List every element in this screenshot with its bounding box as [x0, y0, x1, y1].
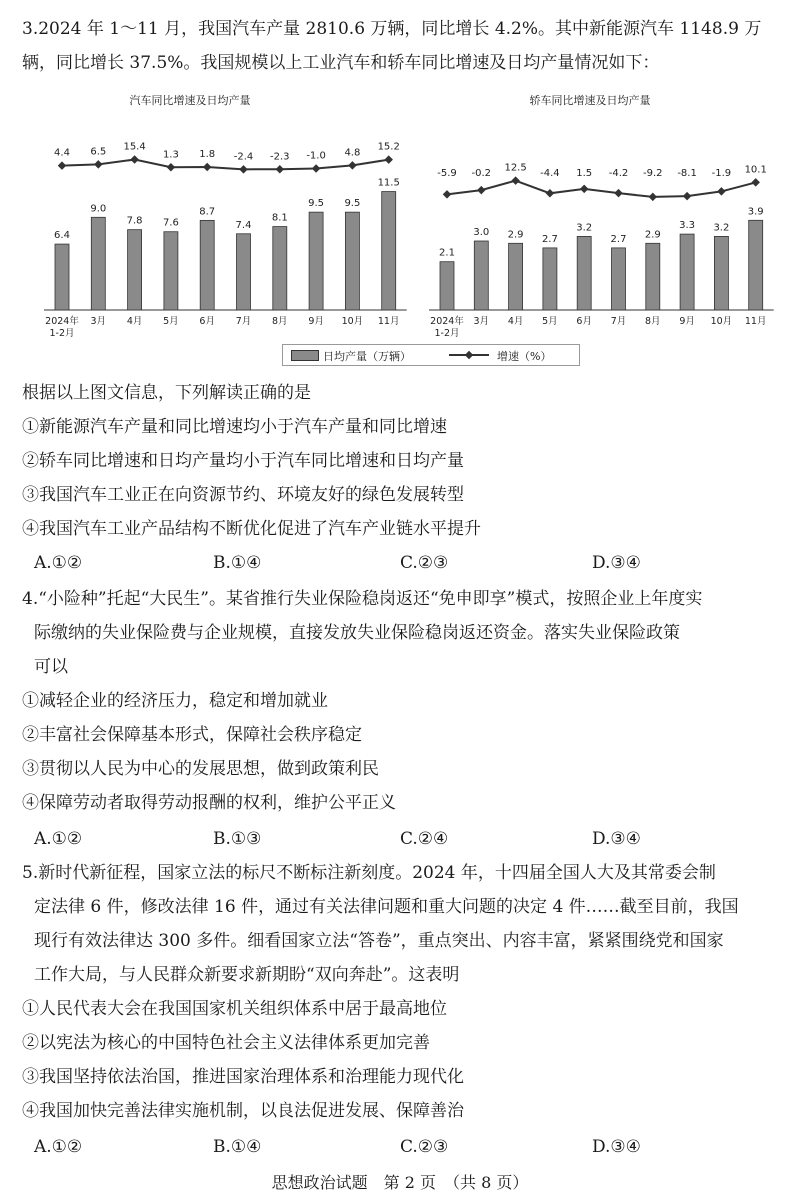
sedan-bar-label: 3.0 [473, 227, 490, 238]
car-tick-label: 11月 [377, 316, 400, 327]
car-bar-label: 9.5 [344, 198, 361, 210]
car-growth-label: 15.2 [377, 141, 400, 153]
car-growth-label: 4.4 [54, 147, 70, 159]
q3-stem-line-2: 辆，同比增长 37.5%。我国规模以上工业汽车和轿车同比增速及日均产量情况如下： [22, 53, 660, 73]
q4-statement-2: ②丰富社会保障基本形式，保障社会秩序稳定 [22, 725, 362, 745]
q5-statement-3: ③我国坚持依法治国，推进国家治理体系和治理能力现代化 [22, 1067, 464, 1087]
car-bar [237, 234, 251, 310]
sedan-bar-label: 3.3 [679, 220, 696, 232]
sedan-bar-label: 2.7 [610, 233, 627, 245]
sedan-tick-label: 1-2月 [434, 328, 460, 339]
sedan-bar [440, 262, 454, 310]
car-tick-label: 10月 [341, 316, 364, 327]
sedan-growth-label: -8.1 [677, 168, 697, 179]
car-tick-label: 3月 [90, 316, 107, 327]
sedan-growth-point [580, 185, 588, 193]
sedan-bar-label: 2.9 [507, 229, 524, 241]
car-growth-point [384, 155, 392, 163]
sedan-growth-label: -4.4 [540, 168, 560, 179]
sedan-growth-point [717, 187, 725, 195]
car-bar [345, 212, 359, 310]
car-growth-label: -2.4 [233, 151, 254, 163]
car-growth-label: -1.0 [306, 150, 326, 162]
car-bar-label: 7.8 [126, 215, 143, 227]
sedan-growth-label: 10.1 [744, 164, 767, 176]
car-tick-label: 6月 [199, 316, 215, 327]
q5-option-a[interactable]: A.①② [34, 1137, 83, 1157]
sedan-growth-point [649, 193, 657, 201]
sedan-bar [612, 248, 626, 310]
q5-statement-2: ②以宪法为核心的中国特色社会主义法律体系更加完善 [22, 1033, 430, 1053]
legend-bar-swatch [291, 350, 319, 361]
car-growth-point [312, 164, 320, 172]
sedan-tick-label: 7月 [610, 316, 627, 327]
sedan-bar [646, 243, 660, 310]
sedan-bar-label: 3.9 [747, 206, 764, 218]
sedan-bar [577, 236, 591, 310]
car-tick-label: 5月 [163, 316, 179, 327]
q4-option-b[interactable]: B.①③ [213, 829, 262, 849]
car-bar-label: 9.5 [308, 198, 325, 210]
car-bar-label: 11.5 [377, 177, 400, 189]
sedan-growth-label: -0.2 [471, 168, 492, 179]
q5-statement-4: ④我国加快完善法律实施机制，以良法促进发展、保障善治 [22, 1101, 464, 1121]
car-bar [55, 244, 69, 310]
q4-statement-1: ①减轻企业的经济压力，稳定和增加就业 [22, 691, 328, 711]
q4-statement-4: ④保障劳动者取得劳动报酬的权利，维护公平正义 [22, 793, 396, 813]
sedan-chart [410, 110, 800, 350]
q4-stem-line-1: 4.“小险种”托起“大民生”。某省推行失业保险稳岗返还“免申即享”模式，按照企业上年度实 [22, 589, 703, 609]
car-bar [164, 232, 178, 310]
sedan-tick-label: 10月 [710, 316, 733, 327]
car-tick-label: 4月 [126, 316, 143, 327]
sedan-tick-label: 5月 [542, 316, 558, 327]
car-growth-point [167, 163, 175, 171]
sedan-growth-point [614, 189, 622, 197]
sedan-bar [749, 220, 763, 310]
q5-stem-line-4: 工作大局，与人民群众新要求新期盼“双向奔赴”。这表明 [34, 965, 460, 985]
sedan-tick-label: 11月 [744, 316, 767, 327]
sedan-tick-label: 4月 [507, 316, 524, 327]
car-growth-point [203, 163, 211, 171]
car-growth-label: 15.4 [123, 141, 146, 153]
sedan-bar-label: 2.1 [439, 247, 455, 259]
sedan-bar-label: 2.9 [644, 229, 661, 241]
sedan-bar [474, 241, 488, 310]
car-bar-label: 9.0 [90, 203, 107, 215]
q5-stem-line-3: 现行有效法律达 300 多件。细看国家立法“答卷”，重点突出、内容丰富，紧紧围绕党和国家 [34, 931, 724, 951]
car-growth-line [62, 160, 389, 170]
q4-stem-line-2: 际缴纳的失业保险费与企业规模，直接发放失业保险稳岗返还资金。落实失业保险政策 [34, 623, 680, 643]
car-chart [20, 110, 410, 350]
car-bar-label: 8.7 [199, 206, 216, 218]
car-growth-label: 4.8 [344, 147, 361, 159]
sedan-bar [680, 234, 694, 310]
car-growth-point [276, 165, 284, 173]
q3-prompt: 根据以上图文信息，下列解读正确的是 [22, 383, 311, 403]
car-growth-label: 1.3 [162, 149, 179, 161]
q5-option-d[interactable]: D.③④ [592, 1137, 641, 1157]
sedan-tick-label: 8月 [645, 316, 661, 327]
chart-legend [282, 344, 580, 366]
q4-option-d[interactable]: D.③④ [592, 829, 641, 849]
car-growth-label: 1.8 [199, 149, 216, 161]
sedan-growth-line [447, 181, 756, 197]
page-footer: 思想政治试题 第 2 页 （共 8 页） [271, 1173, 529, 1192]
sedan-growth-label: -4.2 [608, 168, 629, 179]
car-tick-label: 1-2月 [49, 328, 75, 339]
car-bar [309, 212, 323, 310]
chart1-title: 汽车同比增速及日均产量 [129, 94, 251, 107]
q3-option-b[interactable]: B.①④ [213, 553, 262, 573]
sedan-growth-point [546, 189, 554, 197]
sedan-tick-label: 9月 [679, 316, 695, 327]
car-tick-label: 9月 [308, 316, 324, 327]
car-growth-label: -2.3 [270, 151, 290, 163]
q4-stem-line-3: 可以 [34, 657, 68, 677]
chart2-title: 轿车同比增速及日均产量 [529, 94, 651, 107]
legend-line-label: 增速（%） [497, 350, 552, 363]
sedan-growth-point [477, 186, 485, 194]
q3-statement-1: ①新能源汽车产量和同比增速均小于汽车产量和同比增速 [22, 417, 447, 437]
legend-bar-label: 日均产量（万辆） [323, 350, 411, 363]
car-tick-label: 8月 [272, 316, 288, 327]
car-growth-point [239, 165, 247, 173]
sedan-bar-label: 3.2 [576, 222, 593, 234]
car-growth-point [94, 160, 102, 168]
car-bar [91, 217, 105, 310]
sedan-bar [543, 248, 557, 310]
sedan-growth-label: -5.9 [437, 168, 457, 179]
sedan-growth-label: -1.9 [711, 168, 732, 179]
car-bar-label: 7.6 [162, 217, 179, 229]
q3-option-a[interactable]: A.①② [34, 553, 83, 573]
sedan-growth-point [443, 190, 451, 198]
sedan-tick-label: 3月 [473, 316, 490, 327]
car-bar [273, 227, 287, 310]
car-tick-label: 7月 [235, 316, 252, 327]
q5-option-b[interactable]: B.①④ [213, 1137, 262, 1157]
car-bar-label: 8.1 [271, 212, 288, 224]
q4-option-a[interactable]: A.①② [34, 829, 83, 849]
q5-option-c[interactable]: C.②③ [400, 1137, 449, 1157]
q5-stem-line-1: 5.新时代新征程，国家立法的标尺不断标注新刻度。2024 年，十四届全国人大及其常委会制 [22, 863, 716, 883]
car-bar-label: 7.4 [235, 219, 252, 231]
q5-statement-1: ①人民代表大会在我国国家机关组织体系中居于最高地位 [22, 999, 447, 1019]
q3-option-d[interactable]: D.③④ [592, 553, 641, 573]
q5-stem-line-2: 定法律 6 件，修改法律 16 件，通过有关法律问题和重大问题的决定 4 件……截至目前，我国 [34, 897, 739, 917]
sedan-tick-label: 2024年 [430, 316, 464, 327]
sedan-growth-point [751, 178, 759, 186]
q3-statement-4: ④我国汽车工业产品结构不断优化促进了汽车产业链水平提升 [22, 519, 481, 539]
sedan-bar [509, 243, 523, 310]
car-bar-label: 6.4 [54, 230, 70, 242]
car-bar [382, 192, 396, 310]
sedan-bar-label: 3.2 [713, 222, 730, 234]
car-growth-point [348, 161, 356, 169]
sedan-growth-label: -9.2 [643, 168, 663, 179]
car-tick-label: 2024年 [45, 316, 79, 327]
q4-statement-3: ③贯彻以人民为中心的发展思想，做到政策利民 [22, 759, 379, 779]
q3-statement-2: ②轿车同比增速和日均产量均小于汽车同比增速和日均产量 [22, 451, 464, 471]
legend-line-marker [465, 351, 473, 359]
sedan-growth-label: 12.5 [504, 162, 527, 174]
sedan-tick-label: 6月 [576, 316, 592, 327]
sedan-bar [714, 236, 728, 310]
sedan-bar-label: 2.7 [541, 233, 558, 245]
car-growth-point [130, 155, 138, 163]
car-bar [200, 220, 214, 310]
car-growth-point [58, 161, 66, 169]
q3-statement-3: ③我国汽车工业正在向资源节约、环境友好的绿色发展转型 [22, 485, 464, 505]
car-growth-label: 6.5 [90, 146, 107, 158]
sedan-growth-point [683, 192, 691, 200]
car-bar [128, 230, 142, 310]
sedan-growth-point [511, 176, 519, 184]
q4-option-c[interactable]: C.②④ [400, 829, 449, 849]
q3-option-c[interactable]: C.②③ [400, 553, 449, 573]
q3-stem-line-1: 3.2024 年 1～11 月，我国汽车产量 2810.6 万辆，同比增长 4.2%。其中新能源汽车 1148.9 万 [22, 19, 762, 39]
sedan-growth-label: 1.5 [576, 168, 593, 179]
